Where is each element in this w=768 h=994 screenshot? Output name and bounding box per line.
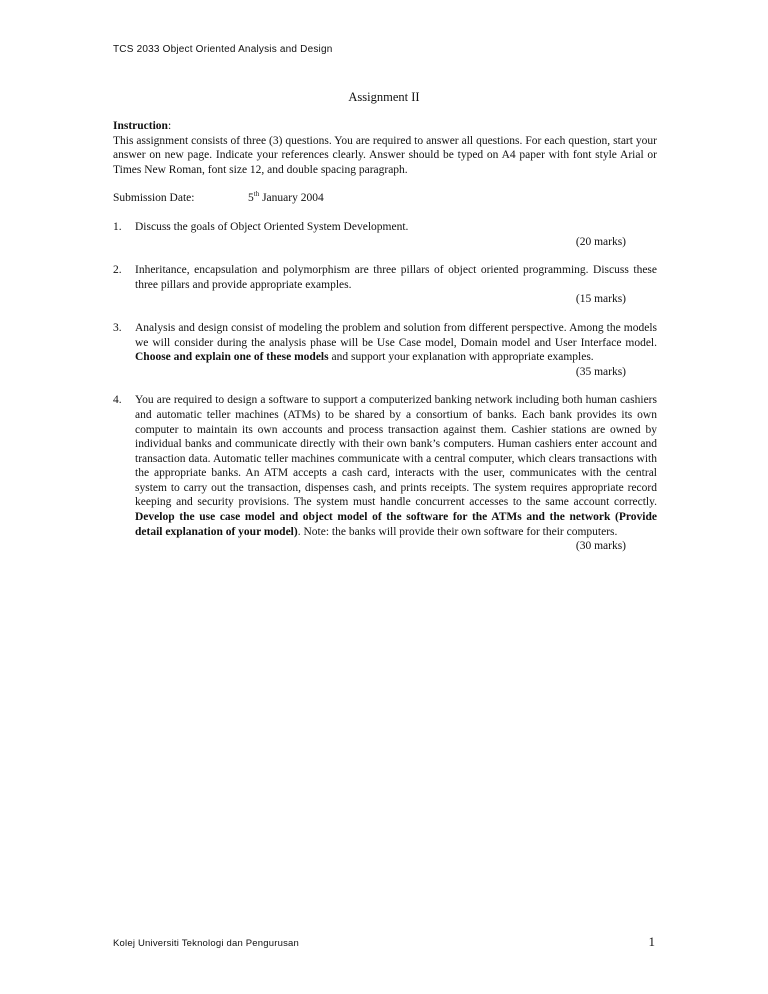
submission-date-label: Submission Date: [113,192,195,205]
footer-institution: Kolej Universiti Teknologi dan Pengurusan [113,938,299,949]
instruction-section [113,119,657,177]
question-text-emphasis: Choose and explain one of these models [135,351,329,364]
question-marks: (35 marks) [575,365,626,378]
question-2 [113,263,657,307]
question-text-part: You are required to design a software to support a computerized banking network including both human cashiers and automatic teller machines (ATMs) to be shared by a consortium of banks. Each bank provides its own computer to maintain its own accounts and process transaction against them. Cashier stations are owned by individual banks and communicate directly with their own bank’s computers. Human cashiers enter account and transaction data. Automatic teller machines communicate with a central computer, which clears transactions with the appropriate banks. An ATM accepts a cash card, interacts with the user, communicates with the central system to carry out the transaction, dispenses cash, and prints receipts. The system requires appropriate record keeping and security provisions. The system must handle concurrent accesses to the same account correctly. [135,394,657,509]
question-text-part: . Note: the banks will provide their own software for their computers. [297,525,618,538]
question-3 [113,321,657,379]
question-marks: (20 marks) [575,235,626,248]
submission-day-suffix: th [253,190,260,199]
submission-date-value [248,191,324,206]
question-text: Discuss the goals of Object Oriented System Development. [135,220,409,233]
question-4 [113,393,657,554]
submission-day: 5 [248,192,254,205]
question-body [135,321,657,379]
page-number: 1 [648,934,655,949]
document-body [113,119,657,554]
question-text [135,321,657,365]
question-text [135,393,657,539]
question-text-part: Analysis and design consist of modeling the problem and solution from different perspective. Among the models we will consider during the analysis phase will be Use Case model, Domain model and User Interface model. [135,321,657,349]
instruction-label: Instruction [113,120,168,132]
question-text-emphasis: Develop the use case model and object model of the software for the ATMs and the network (Provide detail explanation of your model) [135,511,657,538]
question-marks: (15 marks) [575,293,626,306]
submission-date-row [113,191,657,206]
question-number: 1. [113,220,122,233]
question-number: 4. [113,394,122,407]
question-text: Inheritance, encapsulation and polymorphism are three pillars of object oriented programming. Discuss these three pillars and provide appropriate examples. [135,264,657,291]
question-body [135,393,657,554]
page-header: TCS 2033 Object Oriented Analysis and Design [113,44,333,55]
question-text-part: and support your explanation with appropriate examples. [328,351,594,364]
question-body [135,220,657,249]
page-title: Assignment II [348,90,420,104]
submission-month-year: January 2004 [259,192,324,205]
question-1 [113,220,657,249]
question-body [135,263,657,307]
question-marks: (30 marks) [575,540,626,553]
question-number: 3. [113,321,122,334]
question-number: 2. [113,264,122,277]
instruction-text: This assignment consists of three (3) questions. You are required to answer all questions. For each question, start your answer on new page. Indicate your references clearly. Answer should be typed on A4 paper with font style Arial or Times New Roman, font size 12, and double spacing paragraph. [113,134,657,176]
instruction-colon: : [167,120,172,132]
